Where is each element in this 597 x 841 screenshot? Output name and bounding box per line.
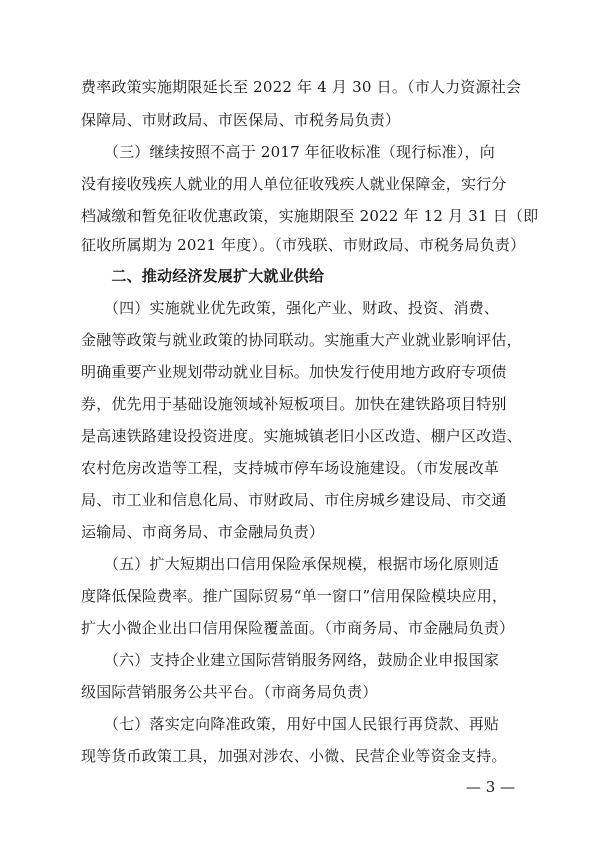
body-text-line: 度降低保险费率。推广国际贸易“单一窗口”信用保险模块应用， [81, 587, 508, 605]
body-text-line: （五）扩大短期出口信用保险承保规模，根据市场化原则适 [81, 555, 500, 573]
body-text-line: 扩大小微企业出口信用保险覆盖面。（市商务局、市金融局负责） [81, 619, 515, 637]
body-text-line: 现等货币政策工具，加强对涉农、小微、民营企业等资金支持。 [81, 747, 507, 765]
body-text-line: 级国际营销服务公共平台。（市商务局负责） [81, 683, 378, 701]
body-text-line: （七）落实定向降准政策，用好中国人民银行再贷款、再贴 [81, 715, 500, 733]
body-text-line: （六）支持企业建立国际营销服务网络，鼓励企业申报国家 [81, 651, 500, 669]
body-text-line: 是高速铁路建设投资进度。实施城镇老旧小区改造、棚户区改造、 [81, 427, 522, 445]
body-text-line: （三）继续按照不高于 2017 年征收标准（现行标准），向 [81, 143, 495, 161]
body-text-line: 券，优先用于基础设施领域补短板项目。加快在建铁路项目特别 [81, 395, 507, 413]
section-heading: 二、推动经济发展扩大就业供给 [81, 267, 325, 285]
body-text-line: 运输局、市商务局、市金融局负责） [81, 523, 325, 541]
body-text-line: 档减缴和暂免征收优惠政策，实施期限至 2022 年 12 月 31 日（即 [81, 207, 539, 225]
body-text-line: 征收所属期为 2021 年度）。（市残联、市财政局、市税务局负责） [81, 236, 526, 254]
body-text-line: 保障局、市财政局、市医保局、市税务局负责） [81, 111, 401, 129]
body-text-line: 局、市工业和信息化局、市财政局、市住房城乡建设局、市交通 [81, 491, 507, 509]
body-text-line: 明确重要产业规划带动就业目标。加快发行使用地方政府专项债 [81, 363, 507, 381]
body-text-line: 没有接收残疾人就业的用人单位征收残疾人就业保障金，实行分 [81, 175, 507, 193]
body-text-line: （四）实施就业优先政策，强化产业、财政、投资、消费、 [81, 299, 500, 317]
body-text-line: 金融等政策与就业政策的协同联动。实施重大产业就业影响评估， [81, 331, 522, 349]
body-text-line: 费率政策实施期限延长至 2022 年 4 月 30 日。（市人力资源社会 [81, 78, 522, 96]
body-text-line: 农村危房改造等工程，支持城市停车场设施建设。（市发展改革 [81, 459, 500, 477]
page-number: — 3 — [466, 778, 516, 796]
